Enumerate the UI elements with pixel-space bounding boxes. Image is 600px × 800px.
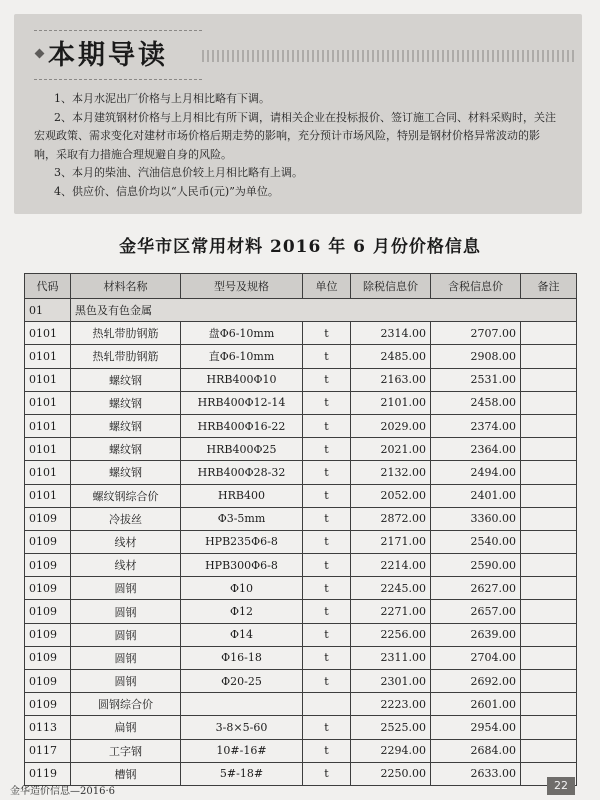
- cell-material-name: 圆钢: [71, 670, 181, 693]
- table-row: [25, 368, 577, 391]
- cell-note: [521, 577, 577, 600]
- cell-unit: t: [303, 391, 351, 414]
- cell-price-incl-tax: 2364.00: [431, 438, 521, 461]
- cell-unit: t: [303, 461, 351, 484]
- cell-material-name: 热轧带肋钢筋: [71, 345, 181, 368]
- group-code: 01: [25, 299, 71, 322]
- cell-price-incl-tax: 2684.00: [431, 739, 521, 762]
- cell-price-excl-tax: 2256.00: [351, 623, 431, 646]
- cell-material-name: 螺纹钢: [71, 461, 181, 484]
- cell-unit: t: [303, 554, 351, 577]
- table-row: [25, 414, 577, 437]
- cell-code: 0109: [25, 600, 71, 623]
- cell-note: [521, 739, 577, 762]
- cell-material-name: 圆钢: [71, 623, 181, 646]
- cell-material-name: 线材: [71, 554, 181, 577]
- cell-spec: Φ3-5mm: [181, 507, 303, 530]
- cell-note: [521, 345, 577, 368]
- table-row: [25, 507, 577, 530]
- cell-price-incl-tax: 2704.00: [431, 646, 521, 669]
- table-row: [25, 554, 577, 577]
- cell-price-excl-tax: 2311.00: [351, 646, 431, 669]
- cell-price-excl-tax: 2171.00: [351, 530, 431, 553]
- table-row: [25, 716, 577, 739]
- cell-material-name: 冷拔丝: [71, 507, 181, 530]
- intro-paragraph: 2、本月建筑钢材价格与上月相比有所下调，请相关企业在投标报价、签订施工合同、材料采购时，关注: [54, 110, 556, 124]
- cell-price-excl-tax: 2301.00: [351, 670, 431, 693]
- cell-price-incl-tax: 2707.00: [431, 322, 521, 345]
- table-title: 金华市区常用材料 2016 年 6 月份价格信息: [119, 237, 481, 257]
- cell-price-incl-tax: 2954.00: [431, 716, 521, 739]
- cell-material-name: 螺纹钢: [71, 391, 181, 414]
- cell-unit: t: [303, 507, 351, 530]
- cell-price-excl-tax: 2029.00: [351, 414, 431, 437]
- cell-unit: t: [303, 368, 351, 391]
- cell-price-excl-tax: 2872.00: [351, 507, 431, 530]
- cell-material-name: 线材: [71, 530, 181, 553]
- cell-note: [521, 484, 577, 507]
- cell-price-incl-tax: 2531.00: [431, 368, 521, 391]
- cell-spec: 5#-18#: [181, 762, 303, 785]
- cell-code: 0101: [25, 368, 71, 391]
- cell-spec: [181, 693, 303, 716]
- column-header-excl: 除税信息价: [351, 274, 431, 299]
- column-header-spec: 型号及规格: [181, 274, 303, 299]
- cell-price-excl-tax: 2052.00: [351, 484, 431, 507]
- intro-title: 本期导读: [48, 40, 168, 71]
- intro-paragraph: 宏观政策、需求变化对建材市场价格后期走势的影响，充分预计市场风险，特别是钢材价格异常波动的影: [34, 129, 540, 142]
- column-header-incl: 含税信息价: [431, 274, 521, 299]
- intro-paragraph: 1、本月水泥出厂价格与上月相比略有下调。: [54, 92, 270, 105]
- cell-price-excl-tax: 2223.00: [351, 693, 431, 716]
- cell-code: 0109: [25, 623, 71, 646]
- cell-unit: t: [303, 345, 351, 368]
- cell-price-excl-tax: 2294.00: [351, 739, 431, 762]
- cell-spec: 10#-16#: [181, 739, 303, 762]
- table-row: [25, 577, 577, 600]
- cell-material-name: 热轧带肋钢筋: [71, 322, 181, 345]
- cell-note: [521, 530, 577, 553]
- cell-unit: t: [303, 762, 351, 785]
- cell-note: [521, 716, 577, 739]
- page-number: 22: [547, 777, 575, 795]
- cell-price-excl-tax: 2163.00: [351, 368, 431, 391]
- cell-spec: HRB400Φ28-32: [181, 461, 303, 484]
- cell-spec: HRB400Φ12-14: [181, 391, 303, 414]
- cell-note: [521, 600, 577, 623]
- cell-code: 0101: [25, 484, 71, 507]
- table-row: [25, 345, 577, 368]
- cell-price-excl-tax: 2214.00: [351, 554, 431, 577]
- cell-price-incl-tax: 2401.00: [431, 484, 521, 507]
- cell-unit: t: [303, 600, 351, 623]
- cell-note: [521, 693, 577, 716]
- cell-price-incl-tax: 2692.00: [431, 670, 521, 693]
- cell-unit: t: [303, 414, 351, 437]
- cell-price-incl-tax: 2590.00: [431, 554, 521, 577]
- cell-note: [521, 322, 577, 345]
- cell-unit: t: [303, 623, 351, 646]
- cell-unit: t: [303, 716, 351, 739]
- cell-price-excl-tax: 2271.00: [351, 600, 431, 623]
- intro-paragraph: 3、本月的柴油、汽油信息价较上月相比略有上调。: [54, 166, 303, 179]
- cell-material-name: 圆钢: [71, 577, 181, 600]
- cell-unit: t: [303, 438, 351, 461]
- group-row: [25, 299, 577, 322]
- intro-paragraph: 响，采取有力措施合理规避自身的风险。: [34, 147, 232, 161]
- diamond-bullet-icon: [35, 49, 45, 59]
- cell-unit: t: [303, 577, 351, 600]
- cell-note: [521, 554, 577, 577]
- cell-spec: HRB400: [181, 484, 303, 507]
- cell-code: 0117: [25, 739, 71, 762]
- cell-spec: Φ12: [181, 600, 303, 623]
- table-row: [25, 461, 577, 484]
- group-name: 黑色及有色金属: [71, 299, 577, 322]
- cell-price-incl-tax: 2657.00: [431, 600, 521, 623]
- cell-price-incl-tax: 2374.00: [431, 414, 521, 437]
- cell-code: 0101: [25, 438, 71, 461]
- cell-code: 0109: [25, 670, 71, 693]
- cell-code: 0109: [25, 646, 71, 669]
- cell-note: [521, 368, 577, 391]
- cell-note: [521, 670, 577, 693]
- cell-material-name: 螺纹钢综合价: [71, 484, 181, 507]
- column-header-code: 代码: [25, 274, 71, 299]
- cell-material-name: 槽钢: [71, 762, 181, 785]
- table-body: [25, 299, 577, 786]
- table-row: [25, 646, 577, 669]
- cell-material-name: 螺纹钢: [71, 414, 181, 437]
- cell-note: [521, 391, 577, 414]
- cell-price-excl-tax: 2021.00: [351, 438, 431, 461]
- cell-price-excl-tax: 2250.00: [351, 762, 431, 785]
- cell-note: [521, 414, 577, 437]
- cell-material-name: 圆钢: [71, 600, 181, 623]
- cell-note: [521, 438, 577, 461]
- table-row: [25, 530, 577, 553]
- cell-spec: 直Φ6-10mm: [181, 345, 303, 368]
- cell-code: 0109: [25, 530, 71, 553]
- cell-spec: HRB400Φ16-22: [181, 414, 303, 437]
- cell-price-excl-tax: 2485.00: [351, 345, 431, 368]
- table-row: [25, 600, 577, 623]
- table-row: [25, 739, 577, 762]
- cell-unit: t: [303, 530, 351, 553]
- cell-price-incl-tax: 3360.00: [431, 507, 521, 530]
- cell-material-name: 扁钢: [71, 716, 181, 739]
- table-header-row: [25, 274, 577, 299]
- column-header-unit: 单位: [303, 274, 351, 299]
- cell-spec: Φ14: [181, 623, 303, 646]
- cell-price-excl-tax: 2245.00: [351, 577, 431, 600]
- intro-title-frame: [34, 30, 202, 80]
- cell-spec: Φ10: [181, 577, 303, 600]
- table-row: [25, 438, 577, 461]
- table-row: [25, 391, 577, 414]
- cell-note: [521, 646, 577, 669]
- cell-code: 0101: [25, 322, 71, 345]
- cell-spec: HPB235Φ6-8: [181, 530, 303, 553]
- cell-note: [521, 461, 577, 484]
- column-header-name: 材料名称: [71, 274, 181, 299]
- publication-footer: 金华造价信息—2016·6: [10, 786, 115, 797]
- table-row: [25, 670, 577, 693]
- cell-price-excl-tax: 2132.00: [351, 461, 431, 484]
- cell-spec: 盘Φ6-10mm: [181, 322, 303, 345]
- cell-spec: 3-8×5-60: [181, 716, 303, 739]
- cell-unit: t: [303, 646, 351, 669]
- table-row: [25, 484, 577, 507]
- cell-code: 0101: [25, 461, 71, 484]
- cell-price-incl-tax: 2458.00: [431, 391, 521, 414]
- cell-code: 0101: [25, 345, 71, 368]
- cell-code: 0109: [25, 554, 71, 577]
- cell-price-excl-tax: 2314.00: [351, 322, 431, 345]
- table-row: [25, 322, 577, 345]
- cell-spec: Φ20-25: [181, 670, 303, 693]
- cell-unit: t: [303, 322, 351, 345]
- cell-price-incl-tax: 2494.00: [431, 461, 521, 484]
- cell-material-name: 圆钢: [71, 646, 181, 669]
- price-table: [24, 273, 577, 786]
- cell-price-incl-tax: 2627.00: [431, 577, 521, 600]
- intro-box: [14, 14, 582, 214]
- table-row: [25, 693, 577, 716]
- cell-code: 0109: [25, 507, 71, 530]
- cell-material-name: 螺纹钢: [71, 438, 181, 461]
- cell-price-incl-tax: 2540.00: [431, 530, 521, 553]
- cell-unit: t: [303, 670, 351, 693]
- cell-code: 0109: [25, 693, 71, 716]
- cell-spec: HRB400Φ10: [181, 368, 303, 391]
- cell-code: 0109: [25, 577, 71, 600]
- intro-body: [34, 90, 574, 201]
- cell-spec: HPB300Φ6-8: [181, 554, 303, 577]
- cell-unit: t: [303, 484, 351, 507]
- decorative-hatch: [202, 50, 576, 62]
- cell-code: 0101: [25, 414, 71, 437]
- cell-price-incl-tax: 2633.00: [431, 762, 521, 785]
- intro-paragraph: 4、供应价、信息价均以“人民币(元)”为单位。: [54, 184, 279, 198]
- column-header-note: 备注: [521, 274, 577, 299]
- cell-code: 0101: [25, 391, 71, 414]
- cell-note: [521, 623, 577, 646]
- cell-price-incl-tax: 2601.00: [431, 693, 521, 716]
- cell-material-name: 圆钢综合价: [71, 693, 181, 716]
- cell-material-name: 工字钢: [71, 739, 181, 762]
- cell-spec: HRB400Φ25: [181, 438, 303, 461]
- cell-spec: Φ16-18: [181, 646, 303, 669]
- cell-code: 0119: [25, 762, 71, 785]
- cell-price-excl-tax: 2101.00: [351, 391, 431, 414]
- table-row: [25, 623, 577, 646]
- cell-unit: t: [303, 739, 351, 762]
- cell-code: 0113: [25, 716, 71, 739]
- cell-price-excl-tax: 2525.00: [351, 716, 431, 739]
- cell-price-incl-tax: 2639.00: [431, 623, 521, 646]
- cell-material-name: 螺纹钢: [71, 368, 181, 391]
- cell-note: [521, 507, 577, 530]
- cell-unit: [303, 693, 351, 716]
- cell-price-incl-tax: 2908.00: [431, 345, 521, 368]
